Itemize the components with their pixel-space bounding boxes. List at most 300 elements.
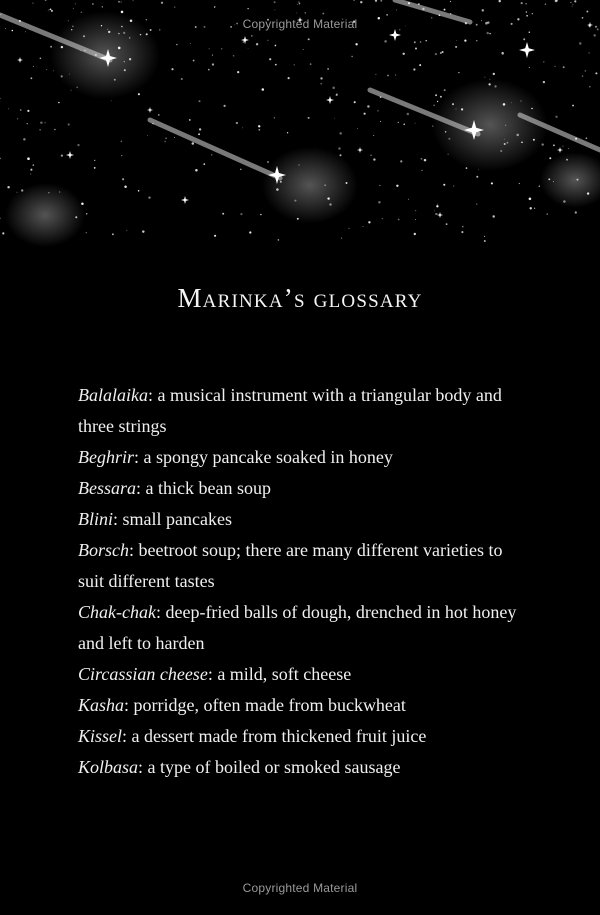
star-dot: [450, 1, 451, 2]
glossary-term: Bessara: [78, 478, 136, 498]
star-dot: [387, 75, 389, 77]
star-dot: [240, 213, 242, 215]
star-dot: [121, 141, 122, 142]
star-dot: [368, 221, 370, 223]
glossary-entry: [78, 380, 518, 442]
star-dot: [424, 159, 427, 162]
star-dot: [108, 31, 110, 33]
star-dot: [158, 114, 160, 116]
star-dot: [442, 51, 444, 53]
star-dot: [249, 231, 251, 233]
sparkle-star-icon: [357, 147, 363, 153]
star-dot: [351, 56, 352, 57]
star-dot: [531, 108, 532, 109]
star-dot: [341, 238, 342, 239]
star-dot: [258, 125, 260, 127]
star-dot: [419, 64, 421, 66]
star-dot: [33, 3, 34, 4]
star-dot: [164, 141, 166, 143]
star-dot: [500, 150, 502, 152]
star-dot: [95, 54, 97, 56]
star-dot: [209, 48, 210, 49]
star-dot: [563, 200, 566, 203]
star-dot: [267, 161, 269, 163]
glossary-list: [78, 380, 518, 783]
star-dot: [54, 129, 56, 131]
glossary-definition: : porridge, often made from buckwheat: [124, 695, 406, 715]
star-dot: [124, 61, 125, 62]
star-dot: [364, 113, 366, 115]
star-dot: [223, 105, 225, 107]
star-dot: [122, 178, 124, 180]
star-dot: [425, 40, 426, 41]
sparkle-star-icon: [17, 57, 23, 63]
star-dot: [453, 186, 454, 187]
star-dot: [80, 50, 81, 51]
star-dot: [324, 184, 326, 186]
star-dot: [414, 41, 416, 43]
star-dot: [440, 96, 442, 98]
star-dot: [303, 49, 304, 50]
star-dot: [452, 103, 454, 105]
star-dot: [408, 2, 410, 4]
star-dot: [421, 158, 423, 160]
star-dot: [346, 182, 348, 184]
star-dot: [327, 68, 329, 70]
star-dot: [437, 101, 438, 102]
star-dot: [549, 157, 551, 159]
star-dot: [267, 40, 268, 41]
star-dot: [420, 41, 422, 43]
star-dot: [450, 13, 451, 14]
star-dot: [59, 191, 60, 192]
star-dot: [373, 158, 375, 160]
star-dot: [579, 42, 582, 45]
glossary-term: Balalaika: [78, 385, 148, 405]
star-dot: [50, 46, 52, 48]
star-dot: [461, 231, 463, 233]
star-dot: [421, 170, 422, 171]
star-dot: [30, 174, 31, 175]
star-dot: [49, 9, 50, 10]
star-dot: [585, 70, 587, 72]
star-dot: [260, 214, 262, 216]
star-dot: [320, 77, 322, 79]
glossary-term: Blini: [78, 509, 113, 529]
star-dot: [243, 41, 244, 42]
star-dot: [33, 66, 34, 67]
star-dot: [129, 58, 131, 60]
star-dot: [274, 1, 276, 3]
sparkle-star-icon: [147, 107, 153, 113]
star-dot: [533, 139, 535, 141]
star-dot: [222, 213, 224, 215]
star-dot: [362, 226, 363, 227]
star-dot: [446, 223, 448, 225]
star-dot: [529, 32, 530, 33]
star-dot: [586, 137, 588, 139]
star-dot: [112, 233, 114, 235]
star-dot: [408, 199, 409, 200]
star-dot: [332, 87, 335, 90]
star-dot: [118, 47, 121, 50]
star-dot: [529, 198, 532, 201]
star-dot: [504, 139, 505, 140]
star-dot: [503, 103, 506, 106]
star-dot: [236, 122, 238, 124]
star-dot: [298, 2, 299, 3]
star-dot: [140, 34, 142, 36]
star-dot: [51, 10, 53, 12]
glossary-definition: : a dessert made from thickened fruit juice: [122, 726, 427, 746]
sparkle-star-icon: [519, 42, 535, 58]
star-dot: [482, 9, 484, 11]
star-dot: [76, 86, 78, 88]
star-dot: [553, 144, 555, 146]
star-dot: [575, 138, 577, 140]
star-dot: [464, 39, 466, 41]
star-dot: [297, 4, 298, 5]
star-dot: [554, 66, 555, 67]
glossary-term: Kasha: [78, 695, 125, 715]
star-dot: [435, 53, 437, 55]
star-dot: [511, 102, 512, 103]
star-dot: [587, 192, 589, 194]
star-dot: [370, 155, 371, 156]
star-dot: [355, 43, 357, 45]
star-dot: [174, 6, 175, 7]
star-dot: [25, 31, 26, 32]
star-dot: [212, 55, 213, 56]
star-dot: [396, 185, 398, 187]
star-dot: [444, 9, 446, 11]
star-dot: [484, 236, 485, 237]
star-dot: [435, 94, 437, 96]
star-dot: [378, 201, 380, 203]
star-dot: [124, 69, 126, 71]
star-dot: [415, 210, 416, 211]
star-dot: [174, 137, 175, 138]
star-dot: [68, 123, 70, 125]
star-dot: [434, 210, 435, 211]
star-dot: [398, 219, 400, 221]
star-dot: [534, 208, 535, 209]
glossary-term: Kolbasa: [78, 757, 139, 777]
star-dot: [443, 184, 445, 186]
star-dot: [492, 215, 494, 217]
star-dot: [545, 3, 546, 4]
star-dot: [541, 143, 543, 145]
star-dot: [40, 122, 42, 124]
copyright-watermark-bottom: Copyrighted Material: [242, 881, 358, 895]
star-dot: [21, 189, 23, 191]
star-dot: [563, 66, 565, 68]
star-dot: [437, 204, 438, 205]
star-dot: [386, 14, 388, 16]
star-dot: [521, 2, 523, 4]
star-dot: [589, 86, 590, 87]
star-dot: [27, 110, 29, 112]
star-dot: [94, 160, 95, 161]
star-dot: [48, 10, 49, 11]
star-dot: [75, 4, 76, 5]
star-dot: [329, 203, 331, 205]
glossary-term: Chak-chak: [78, 602, 156, 622]
star-dot: [575, 211, 577, 213]
star-dot: [320, 83, 322, 85]
star-dot: [146, 33, 148, 35]
star-dot: [269, 58, 271, 60]
star-dot: [336, 94, 338, 96]
star-dot: [456, 109, 457, 110]
star-dot: [379, 185, 380, 186]
star-dot: [53, 70, 54, 71]
star-dot: [81, 203, 84, 206]
star-dot: [171, 68, 173, 70]
star-dot: [360, 1, 362, 3]
star-dot: [27, 123, 28, 124]
star-dot: [589, 52, 590, 53]
star-dot: [199, 128, 201, 130]
star-dot: [20, 109, 22, 111]
star-dot: [45, 0, 47, 1]
glossary-definition: : a spongy pancake soaked in honey: [134, 447, 393, 467]
glossary-entry: [78, 597, 518, 659]
sparkle-star-icon: [181, 196, 189, 204]
star-dot: [456, 40, 457, 41]
star-dot: [339, 132, 341, 134]
star-dot: [242, 127, 243, 128]
star-dot: [435, 213, 437, 215]
star-dot: [439, 14, 441, 16]
star-dot: [357, 128, 358, 129]
star-dot: [380, 0, 382, 2]
star-dot: [594, 34, 596, 36]
star-dot: [553, 181, 554, 182]
star-dot: [147, 135, 148, 136]
star-dot: [488, 83, 490, 85]
star-dot: [476, 204, 477, 205]
star-dot: [476, 40, 477, 41]
shooting-star-trail: [150, 120, 280, 178]
star-dot: [418, 3, 420, 5]
star-dot: [310, 63, 312, 65]
star-dot: [462, 226, 464, 228]
sparkle-star-icon: [326, 96, 334, 104]
star-dot: [86, 213, 88, 215]
sparkle-star-icon: [557, 147, 563, 153]
starry-sky-illustration: [0, 0, 600, 260]
star-dot: [77, 144, 79, 146]
star-dot: [380, 121, 381, 122]
star-dot: [476, 176, 478, 178]
star-dot: [484, 240, 486, 242]
star-dot: [334, 118, 335, 119]
sparkle-star-icon: [437, 212, 443, 218]
glossary-entry: [78, 752, 518, 783]
star-dot: [373, 135, 374, 136]
star-dot: [498, 0, 500, 2]
star-dot: [189, 119, 191, 121]
star-dot: [466, 167, 468, 169]
star-dot: [274, 9, 275, 10]
star-dot: [384, 40, 387, 43]
star-dot: [142, 230, 144, 232]
star-dot: [71, 90, 72, 91]
glossary-term: Beghrir: [78, 447, 134, 467]
star-dot: [58, 102, 60, 104]
glossary-definition: : a type of boiled or smoked sausage: [138, 757, 401, 777]
star-dot: [83, 35, 85, 37]
star-dot: [61, 75, 63, 77]
star-dot: [448, 138, 450, 140]
star-dot: [111, 100, 112, 101]
star-dot: [17, 192, 18, 193]
glossary-entry: [78, 535, 518, 597]
star-dot: [7, 186, 9, 188]
star-dot: [92, 3, 94, 5]
star-dot: [287, 132, 288, 133]
star-dot: [8, 108, 9, 109]
star-dot: [422, 8, 424, 10]
sparkle-star-icon: [66, 151, 74, 159]
glossary-entry: [78, 473, 518, 504]
star-dot: [256, 43, 258, 45]
star-dot: [102, 6, 103, 7]
star-dot: [199, 100, 201, 102]
star-dot: [299, 3, 301, 5]
star-dot: [491, 182, 493, 184]
star-dot: [504, 143, 506, 145]
star-dot: [572, 4, 573, 5]
star-dot: [165, 138, 166, 139]
star-dot: [212, 63, 214, 65]
star-dot: [237, 71, 239, 73]
star-dot: [546, 213, 547, 214]
star-dot: [190, 43, 191, 44]
star-dot: [251, 35, 253, 37]
star-dot: [555, 116, 557, 118]
star-dot: [586, 11, 588, 13]
glossary-definition: : a musical instrument with a triangular body and three strings: [78, 385, 502, 436]
glossary-entry: [78, 721, 518, 752]
star-dot: [23, 138, 26, 141]
star-dot: [436, 205, 438, 207]
star-dot: [519, 183, 520, 184]
star-dot: [570, 2, 571, 3]
glossary-definition: : small pancakes: [113, 509, 232, 529]
star-dot: [444, 89, 446, 91]
star-dot: [240, 169, 241, 170]
star-dot: [203, 163, 205, 165]
glossary-entry: [78, 690, 518, 721]
star-dot: [278, 239, 280, 241]
star-dot: [211, 154, 213, 156]
star-dot: [280, 181, 282, 183]
star-dot: [568, 148, 569, 149]
star-dot: [521, 141, 523, 143]
star-dot: [396, 9, 397, 10]
star-dot: [415, 123, 416, 124]
star-dot: [530, 207, 532, 209]
star-dot: [367, 105, 369, 107]
star-dot: [46, 69, 47, 70]
star-dot: [294, 64, 295, 65]
star-dot: [296, 12, 297, 13]
star-dot: [574, 0, 576, 2]
star-dot: [308, 117, 310, 119]
star-dot: [27, 157, 30, 160]
star-dot: [448, 154, 449, 155]
star-dot: [30, 77, 32, 79]
star-dot: [17, 118, 18, 119]
star-dot: [458, 72, 459, 73]
star-dot: [489, 33, 490, 34]
star-dot: [48, 192, 49, 193]
star-dot: [461, 108, 463, 110]
star-dot: [433, 105, 434, 106]
star-dot: [118, 1, 120, 3]
star-dot: [543, 61, 544, 62]
glossary-term: Kissel: [78, 726, 123, 746]
star-dot: [30, 169, 32, 171]
page-title: Marinka’s glossary: [177, 283, 423, 313]
star-dot: [297, 218, 299, 220]
star-dot: [121, 155, 122, 156]
star-dot: [340, 154, 342, 156]
glossary-definition: : a mild, soft cheese: [207, 664, 352, 684]
star-dot: [40, 57, 42, 59]
star-dot: [555, 0, 557, 2]
star-dot: [288, 77, 290, 79]
star-dot: [299, 165, 300, 166]
star-dot: [525, 3, 526, 4]
nebula-swirl: [262, 147, 358, 224]
star-dot: [501, 52, 504, 55]
star-dot: [233, 55, 235, 57]
star-dot: [129, 37, 130, 38]
star-dot: [0, 158, 1, 160]
star-dot: [44, 122, 45, 123]
star-dot: [529, 67, 530, 68]
star-dot: [121, 1, 122, 2]
star-dot: [582, 75, 583, 76]
glossary-term: Circassian cheese: [78, 664, 208, 684]
star-dot: [375, 74, 376, 75]
star-dot: [247, 8, 248, 9]
star-dot: [138, 190, 140, 192]
star-dot: [0, 14, 2, 16]
star-dot: [478, 169, 479, 170]
star-dot: [50, 9, 52, 11]
star-dot: [274, 45, 276, 47]
star-dot: [539, 186, 540, 187]
star-dot: [354, 101, 356, 103]
star-dot: [193, 60, 195, 62]
star-dot: [400, 160, 402, 162]
star-dot: [276, 188, 279, 191]
star-dot: [543, 81, 545, 83]
star-dot: [455, 46, 457, 48]
star-dot: [572, 6, 573, 7]
star-dot: [407, 113, 410, 116]
glossary-entry: [78, 504, 518, 535]
star-dot: [380, 96, 382, 98]
star-dot: [516, 134, 519, 137]
star-dot: [81, 11, 83, 13]
star-dot: [294, 200, 296, 202]
star-dot: [148, 196, 150, 198]
